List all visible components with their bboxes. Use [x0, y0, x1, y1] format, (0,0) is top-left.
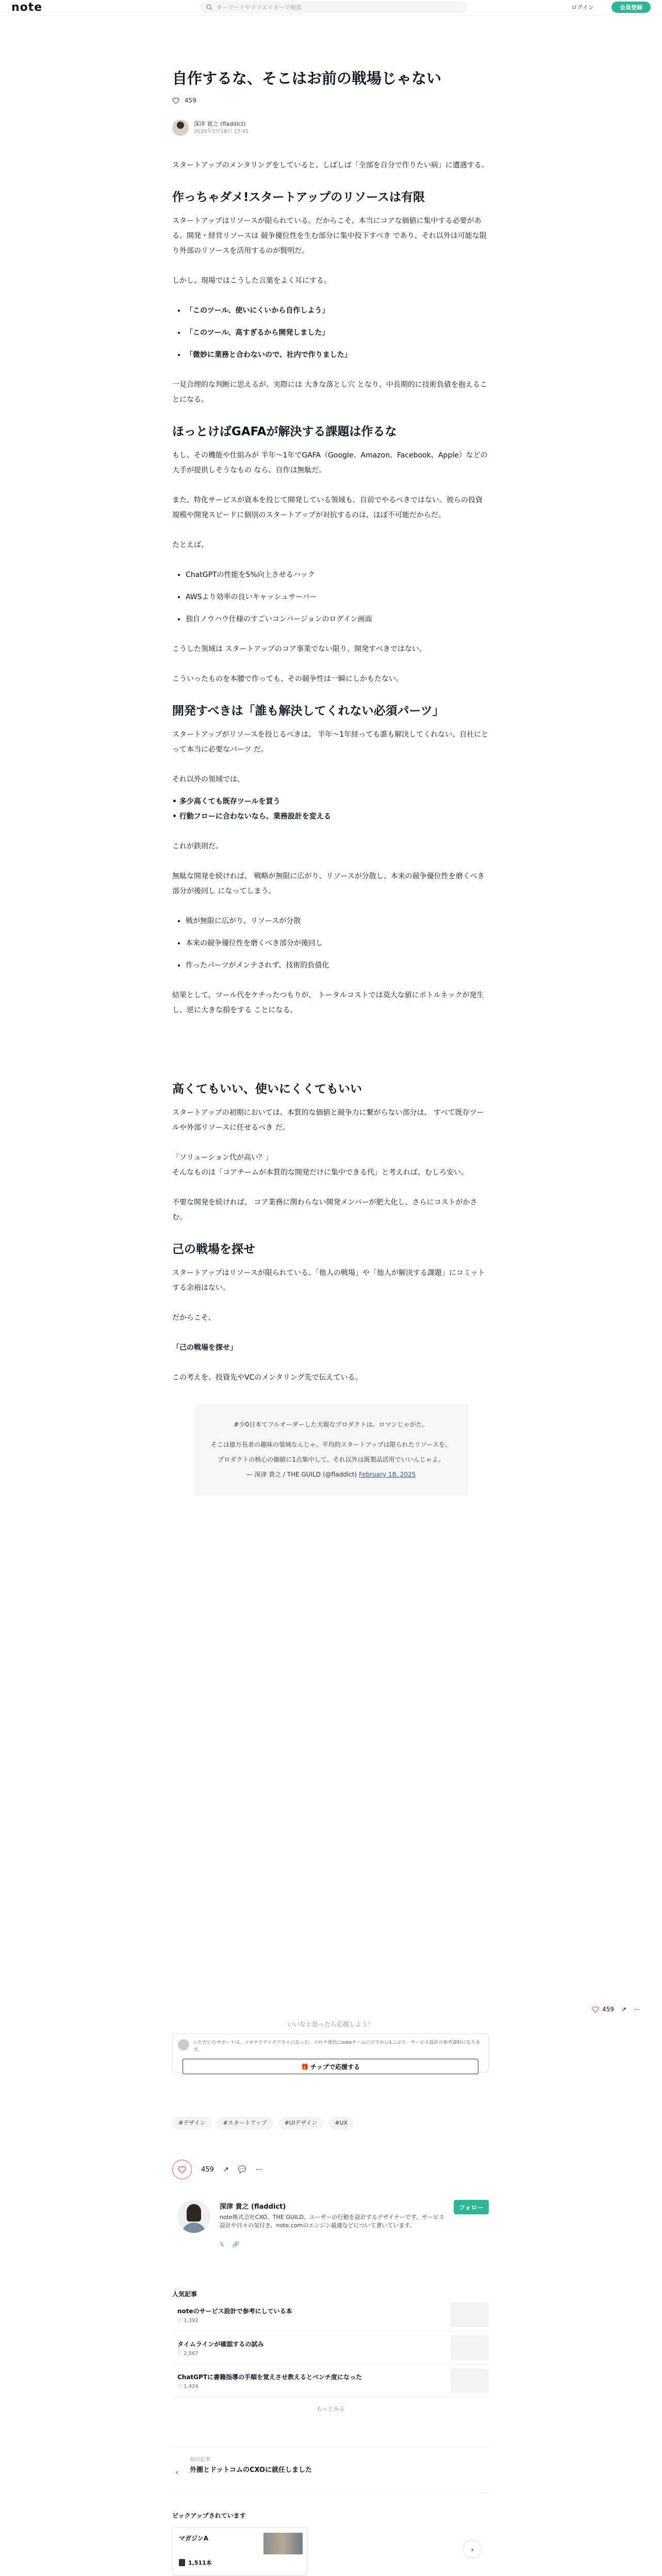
heading-gafa: ほっとけばGAFAが解決する課題は作るな	[172, 425, 397, 438]
floating-like-count: 459	[602, 2006, 614, 2013]
paragraph: 「己の戦場を探せ」	[172, 1344, 237, 1352]
item-title: ChatGPTに書籍指導の手順を覚えさせ教えるとベンチ度になった	[177, 2374, 362, 2381]
item-likes: ♡ 1,392	[177, 2318, 198, 2324]
publish-date: 2025年2月18日 17:41	[194, 129, 249, 134]
list-item: • 戦が無限に広がり、リソースが分散	[186, 914, 489, 929]
support-section	[172, 2020, 489, 2073]
paragraph: それ以外の領域では、	[172, 775, 244, 784]
tag-list	[172, 2116, 354, 2130]
tag[interactable]: #UX	[328, 2116, 354, 2130]
note-logo[interactable]: note	[11, 1, 43, 14]
paragraph: 結果として、ツール代をケチったつもりが、 トータルコストでは莫大な値にボトルネックが発生し、逆に大きな損をする ことになる。	[172, 991, 484, 1014]
paragraph: スタートアップはリソースが限られている。「他人の戦場」や「他人が解決する課題」にコミットする余裕はない。	[172, 1269, 485, 1292]
support-question: いいなと思ったら応援しよう！	[287, 2021, 374, 2028]
list-item[interactable]	[172, 2331, 489, 2364]
x-icon[interactable]: 𝕏	[220, 2241, 224, 2248]
paragraph: たとえば、	[172, 541, 208, 549]
tag[interactable]: #デザイン	[172, 2116, 211, 2130]
tweet-date-link[interactable]: February 18, 2025	[358, 1471, 416, 1478]
tag[interactable]: #UIデザイン	[278, 2116, 324, 2130]
heading-battlefield: 己の戦場を探せ	[172, 1243, 255, 1256]
problem-list	[186, 914, 489, 973]
support-box	[172, 2033, 489, 2073]
paragraph: こうした領域は スタートアップのコア事業でない限り、開発すべきではない。	[172, 645, 426, 653]
rule-line: • 行動フローに合わないなら、業務設計を変える	[172, 812, 331, 821]
paragraph: この考えを、投資先やVCのメンタリング先で伝えている。	[172, 1374, 362, 1382]
list-item: • 「このツール、高すぎるから開発しました」	[186, 326, 489, 341]
like-count-top	[172, 94, 489, 107]
tip-button[interactable]: 🎁 チップで応援する	[183, 2059, 478, 2074]
list-item: • 独自ノウハウ仕様のすごいコンバージョンのログイン画面	[186, 612, 489, 627]
paragraph: しかし、現場ではこうした言葉をよく耳にする。	[172, 277, 331, 285]
article-icon	[179, 2559, 185, 2566]
example-list	[186, 568, 489, 627]
list-item: • 「微妙に業務と合わないので、社内で作りました」	[186, 348, 489, 363]
search-icon	[206, 4, 212, 10]
heart-icon[interactable]	[172, 97, 179, 104]
profile-avatar[interactable]	[177, 2200, 210, 2233]
paragraph: こういったものを本腰で作っても、その競争性は一瞬にしかもたない。	[172, 675, 403, 683]
share-icon[interactable]: ↗	[223, 2165, 229, 2174]
magazine-cover	[263, 2533, 303, 2554]
heart-icon	[592, 2006, 599, 2013]
follow-button[interactable]: フォロー	[454, 2200, 489, 2214]
author-row[interactable]	[172, 118, 489, 138]
support-avatar	[178, 2039, 189, 2050]
intro-paragraph: スタートアップのメンタリングをしていると、しばしば「全部を自分で作りたい病」に遭遇する。	[172, 161, 489, 170]
article-actions	[172, 2160, 262, 2179]
list-item[interactable]	[172, 2298, 489, 2331]
magazine-card[interactable]	[172, 2527, 307, 2575]
thumbnail	[451, 2335, 489, 2360]
search-bar[interactable]	[200, 1, 467, 13]
prev-title: 外圏とドットコムのCXOに就任しました	[190, 2466, 312, 2474]
tweet-author: — 深津 貴之 / THE GUILD (@fladdict) February 18, 2025	[246, 1471, 416, 1478]
floating-like[interactable]	[592, 2006, 614, 2013]
profile-social	[220, 2241, 240, 2248]
tweet-text: そこは億万長者の趣味の領域なんじゃ。平均的スタートアップは限られたリソースを、プロダクトの核心の価値に1点集中して、それ以外は既製品活用でいいんじゃよ。	[210, 1441, 452, 1463]
more-icon[interactable]: ⋯	[255, 2165, 262, 2174]
paragraph: 一見合理的な判断に思えるが、実際には 大きな落とし穴 となり、中長期的に技術負債を抱えることになる。	[172, 381, 487, 404]
list-item: • ChatGPTの性能を5%向上させるハック	[186, 568, 489, 583]
more-icon[interactable]: ⋯	[633, 2006, 640, 2013]
list-item: • 「このツール、使いにくいから自作しよう」	[186, 303, 489, 318]
article-body	[172, 67, 489, 1516]
article-title: 自作するな、そこはお前の戦場じゃない	[172, 70, 442, 87]
support-note: いただいたサポートは、コロナでテイクアウトになった、コロナ食代にnoteチームにどでかい1こぶり、サービス設計の参考資料になります。	[178, 2039, 483, 2054]
magazine-name: マガジンA	[179, 2535, 208, 2542]
heading-resources: 作っちゃダメ!スタートアップのリソースは有限	[172, 191, 425, 204]
popular-title: 人気記事	[172, 2291, 197, 2298]
paragraph: これが鉄則だ。	[172, 842, 223, 851]
paragraph: スタートアップの初期においては、本質的な価値と競争力に繋がらない部分は、 すべて既存ツールや外部リソースに任せるべき だ。	[172, 1109, 484, 1132]
rule-line: • 多少高くても既存ツールを買う	[172, 798, 280, 806]
paragraph: もし、その機能や仕組みが 半年〜1年でGAFA（Google、Amazon、Facebook、Apple）などの大手が提供しそうなもの なら、自作は無駄だ。	[172, 451, 488, 474]
share-icon[interactable]: ↗	[621, 2006, 626, 2013]
pickup-section	[172, 2511, 489, 2575]
like-count: 459	[185, 96, 196, 104]
like-button[interactable]	[172, 2160, 192, 2179]
magazine-count: 1,511本	[179, 2558, 212, 2567]
quote-list	[186, 303, 489, 363]
search-placeholder: キーワードやクリエイターで検索	[217, 4, 302, 11]
comment-icon[interactable]: 💬	[238, 2165, 246, 2174]
heart-icon	[178, 2166, 186, 2174]
profile-bio: note株式会社CXO、THE GUILD。ユーザーの行動を設計するデザイナーです。サービス設計や日々の気付き、note.comのエンジン最適などについて書いています。	[220, 2214, 445, 2229]
item-likes: ♡ 1,424	[177, 2384, 198, 2389]
embedded-tweet[interactable]	[194, 1404, 468, 1496]
thumbnail	[451, 2368, 489, 2393]
thumbnail	[451, 2302, 489, 2327]
paragraph: スタートアップはリソースが限られている。だからこそ、本当にコアな価値に集中する必要がある。開発・経営リソースは 競争優位性を生む部分に集中投下すべき であり、それ以外は可能な限り外部のリソースを活用するのが賢明だ。	[172, 217, 487, 255]
heading-core: 開発すべきは「誰も解決してくれない必須パーツ」	[172, 704, 444, 718]
gift-icon: 🎁	[301, 2063, 311, 2071]
chevron-left-icon: ‹	[175, 2467, 179, 2477]
item-likes: ♡ 2,567	[177, 2351, 198, 2357]
link-icon[interactable]: 🔗	[232, 2241, 240, 2248]
list-item: • AWSより効率の良いキャッシュサーバー	[186, 590, 489, 605]
paragraph: だからこそ、	[172, 1314, 216, 1322]
popular-articles	[172, 2290, 489, 2413]
paragraph: 不要な開発を続ければ、 コア業務に関わらない開発メンバーが肥大化し、さらにコストがかさむ。	[172, 1198, 477, 1222]
item-title: タイムラインが確認するの試み	[177, 2341, 264, 2348]
tweet-text: #少0日本てフルオーダーした天報なプロダクトは、ロマンじゃがた。	[234, 1421, 428, 1428]
paragraph: 無駄な開発を続ければ、 戦略が無限に広がり、リソースが分散し、本来の競争優位性を磨くべき部分が後回し になってしまう。	[172, 872, 485, 895]
tag[interactable]: #スタートアップ	[217, 2116, 273, 2130]
more-link[interactable]: もっとみる	[316, 2405, 345, 2412]
paragraph: また、特化サービスが資本を投じて開発している領域も、自前でやるべきではない。彼らの投資規模や開発スピードに個別のスタートアップが対抗するのは、ほぼ不可能だからだ。	[172, 496, 483, 519]
heading-expensive: 高くてもいい、使いにくくてもいい	[172, 1082, 362, 1096]
author-avatar[interactable]	[172, 120, 189, 136]
signup-button[interactable]: 会員登録	[611, 2, 651, 13]
like-count: 459	[201, 2165, 214, 2174]
login-button[interactable]: ログイン	[559, 2, 606, 13]
site-header	[0, 0, 662, 15]
item-title: noteのサービス設計で参考にしている本	[177, 2308, 292, 2315]
paragraph: そんなものは「コアチームが本質的な開発だけに集中できる代」と考えれば、むしろ安い。	[172, 1168, 468, 1177]
floating-actions	[592, 2006, 640, 2013]
prev-label: 前の記事	[190, 2457, 210, 2463]
list-item[interactable]	[172, 2364, 489, 2397]
pickup-title: ピックアップされています	[172, 2512, 246, 2519]
author-name[interactable]: 深津 貴之 (fladdict)	[194, 121, 246, 127]
list-item: • 作ったパーツがメンテされず、技術的負債化	[186, 958, 489, 973]
paragraph: スタートアップがリソースを投じるべきは、 半年〜1年経っても誰も解決してくれない、自社にとって本当に必要なパーツ だ。	[172, 731, 489, 754]
paragraph: 「ソリューション代が高い？」	[172, 1154, 273, 1162]
previous-article[interactable]	[172, 2447, 489, 2494]
profile-name[interactable]: 深津 貴之 (fladdict)	[220, 2203, 286, 2211]
carousel-next-button[interactable]: ›	[463, 2540, 482, 2558]
list-item: • 本来の競争優位性を磨くべき部分が後回し	[186, 936, 489, 951]
